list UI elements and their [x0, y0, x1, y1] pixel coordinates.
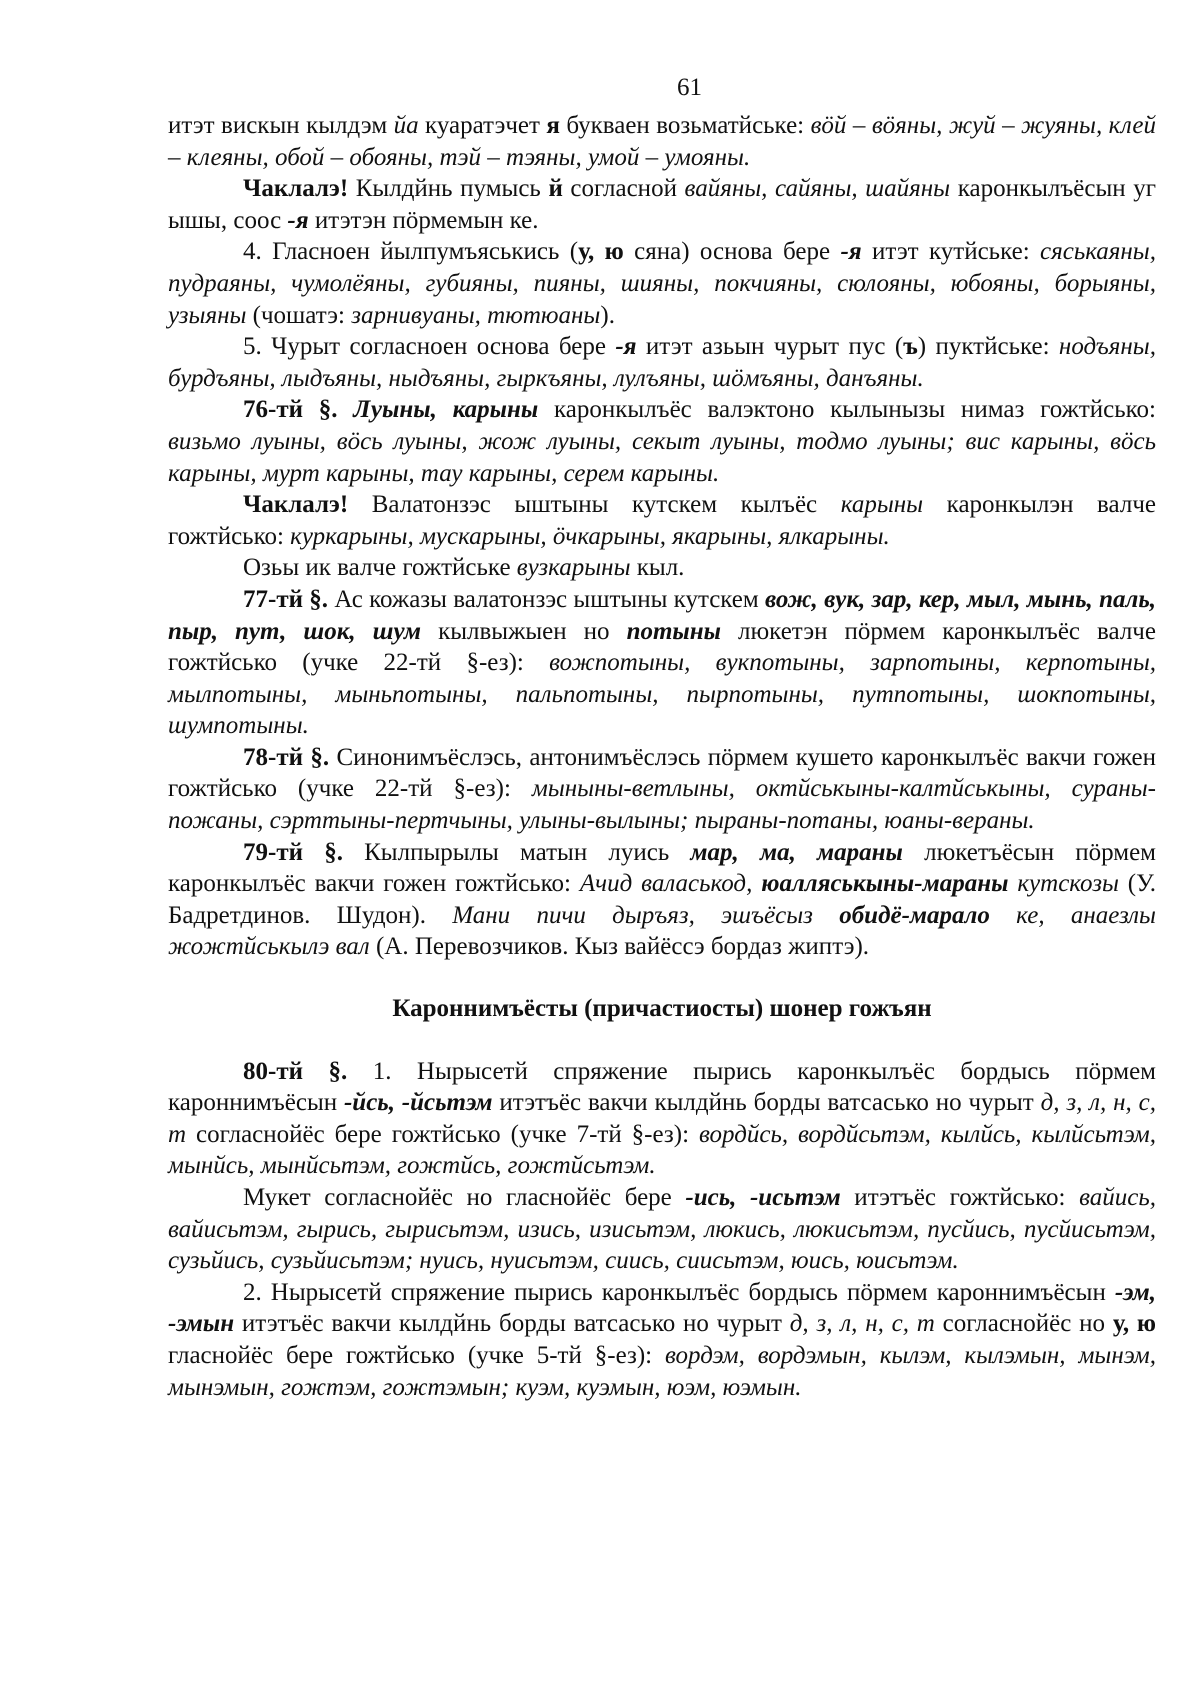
text-run: Ачид валаськод,: [579, 870, 762, 898]
text-run: у, ю: [1112, 1310, 1156, 1338]
text-run: обидё-марало: [839, 901, 990, 929]
text-run: зарнивуаны, тютюаны: [351, 301, 601, 329]
page-number: 61: [677, 74, 702, 101]
text-run: вордэм, вордэмын, кылэм, кылэмын, мынэм, мынэмын, гожтэм, гожтэмын; куэм, куэмын, юэм, юэмын.: [168, 1341, 1157, 1401]
text-run: итэт кутйське:: [861, 238, 1041, 266]
text-run: Кылпырылы матын луись: [364, 838, 691, 866]
text-run: согласнойёс бере гожтйсько (учке 7-тй §-ез):: [186, 1120, 700, 1148]
text-run: у, ю: [578, 238, 624, 266]
text-run: вайись, вайисьтэм, гырись, гырисьтэм, изись, изисьтэм, люкись, люкисьтэм, пусйись, пусйисьтэм, сузьйись, сузьйисьтэм; нуись, нуисьтэм, сиись, сиисьтэм, юись, юисьтэм.: [168, 1184, 1157, 1275]
text-run: мыныны-ветлыны, октйськыны-калтйськыны, сураны-пожаны, сэрттыны-пертчыны, улыны-вылыны; пыраны-потаны, юаны-вераны.: [168, 775, 1156, 835]
text-run: 5. Чурыт согласноен основа бере: [243, 333, 616, 361]
paragraph: [168, 489, 1156, 552]
text-run: Валатонзэс ыштыны кутскем кылъёс: [348, 491, 841, 519]
text-run: -я: [287, 206, 309, 234]
text-run: -я: [615, 333, 637, 361]
text-run: 4. Гласноен йылпумъяськись (: [243, 238, 579, 266]
text-run: ъ: [903, 333, 918, 361]
paragraph: [168, 742, 1156, 837]
text-run: вордйсь, вордйсьтэм, кылйсь, кылйсьтэм, мынйсь, мынйсьтэм, гожтйсь, гожтйсьтэм.: [168, 1120, 1157, 1180]
text-run: гласнойёс бере гожтйсько (учке 5-тй §-ез):: [168, 1341, 666, 1369]
text-run: -я: [840, 238, 862, 266]
paragraph: [168, 394, 1156, 489]
text-run: итэт азьын чурыт пус (: [636, 333, 904, 361]
text-run: 77-тй §.: [243, 585, 335, 613]
text-run: люкетъёсын пöрмем каронкылъёс вакчи гожен гожтйсько:: [168, 838, 1157, 898]
paragraph: [168, 584, 1156, 742]
text-run: Ас кожазы валатонзэс ыштыны кутскем: [334, 585, 766, 613]
text-run: д, з, л, н, с, т: [168, 1089, 1156, 1148]
text-run: согласной: [562, 175, 685, 203]
section-heading: Кароннимъёсты (причастиосты) шонер гожъян: [392, 995, 932, 1023]
text-run: визьмо луыны, вöсь луыны, жож луыны, секыт луыны, тодмо луыны; вис карыны, вöсь карыны, мурт карыны, тау карыны, серем карыны.: [168, 427, 1156, 487]
text-run: потыны: [626, 617, 721, 645]
page: [168, 70, 1156, 1403]
text-run: Чаклалэ!: [243, 491, 349, 519]
paragraph: [168, 236, 1156, 331]
text-run: Кылдйнь пумысь: [348, 175, 549, 203]
text-run: йа: [393, 112, 419, 139]
paragraph: [168, 552, 1156, 584]
text-run: вузкарыны: [516, 554, 631, 582]
text-run: й: [548, 175, 563, 203]
text-run: Чаклалэ!: [243, 175, 349, 203]
text-run: (А. Перевозчиков. Кыз вайёссэ бордаз жиптэ).: [369, 933, 870, 961]
text-run: мар, ма, мараны: [690, 838, 903, 866]
text-run: ).: [600, 301, 615, 329]
text-run: кутскозы: [1008, 870, 1119, 898]
paragraph: [168, 173, 1156, 236]
text-run: итэт вискын кылдэм: [168, 112, 394, 139]
paragraph: [168, 1056, 1156, 1182]
text-run: итэтэн пöрмемын ке.: [308, 206, 539, 234]
text-run: Озьы ик валче гожтйське: [243, 554, 517, 582]
text-run: 78-тй §.: [243, 743, 337, 771]
text-run: Луыны, карыны: [353, 396, 539, 424]
text-run: каронкылъёсын уг ышы, соос: [168, 175, 1157, 234]
text-run: итэтъёс вакчи кылдйнь борды ватсасько но чурыт: [234, 1310, 790, 1338]
paragraph: [168, 1182, 1156, 1277]
paragraph: [168, 1277, 1156, 1403]
text-run: 2. Нырысетй спряжение пырись каронкылъёс бордысь пöрмем кароннимъёсын: [243, 1278, 1115, 1306]
text-run: я: [546, 112, 560, 139]
text-run: Синонимъёслэсь, антонимъёслэсь пöрмем кушето каронкылъёс вакчи гожен гожтйсько (учке 22-тй §-ез):: [168, 743, 1156, 803]
text-run: 1. Нырысетй спряжение пырись каронкылъёс бордысь пöрмем кароннимъёсын: [168, 1057, 1156, 1117]
text-run: кыл.: [630, 554, 685, 582]
text-run: 76-тй §.: [243, 396, 354, 424]
text-run: кылвыжыен но: [421, 617, 627, 645]
text-run: сяськаяны, пудраяны, чумолёяны, губияны, пияны, шияны, покчияны, сюлояны, юбояны, борыяны, узыяны: [168, 238, 1156, 329]
text-run: куаратэчет: [418, 112, 547, 139]
text-run: итэтъёс гожтйсько:: [840, 1184, 1080, 1211]
text-run: каронкылъёс валэктоно кылынызы нимаз гожтйсько:: [538, 396, 1156, 424]
text-run: вöй – вöяны, жуй – жуяны, клей – клеяны, обой – обояны, тэй – тэяны, умой – умояны.: [168, 112, 1156, 171]
text-run: -йсь, -йсьтэм: [343, 1089, 493, 1117]
paragraph: [168, 837, 1156, 963]
text-run: нодъяны, бурдъяны, лыдъяны, ныдъяны, гыркъяны, лулъяны, шöмъяны, данъяны.: [168, 333, 1156, 392]
text-run: куркарыны, мускарыны, öчкарыны, якарыны, ялкарыны.: [290, 522, 890, 550]
text-run: (У. Бадретдинов. Шудон).: [168, 870, 1156, 929]
body-text-after-heading: [168, 1056, 1156, 1404]
text-run: люкетэн пöрмем каронкылъёс валче гожтйсько (учке 22-тй §-ез):: [168, 617, 1156, 677]
text-run: д, з, л, н, с, т: [789, 1310, 935, 1338]
text-run: итэтъёс вакчи кылдйнь борды ватсасько но чурыт: [492, 1089, 1041, 1117]
text-run: сяна) основа бере: [623, 238, 841, 266]
text-run: 79-тй §.: [243, 838, 365, 866]
text-run: юалляськыны-мараны: [761, 870, 1009, 898]
text-run: 80-тй §.: [243, 1057, 373, 1085]
text-run: вожпотыны, вукпотыны, зарпотыны, керпотыны, мылпотыны, мыньпотыны, пальпотыны, пырпотыны, путпотыны, шокпотыны, шумпотыны.: [168, 649, 1156, 740]
text-run: букваен возьматйське:: [559, 112, 811, 139]
text-run: Мани пичи дыръяз, эшъёсыз: [452, 901, 840, 929]
text-run: вож, вук, зар, кер, мыл, мынь, паль, пыр, пут, шок, шум: [168, 585, 1156, 645]
paragraph: [168, 110, 1156, 173]
text-run: каронкылэн валче гожтйсько:: [168, 491, 1156, 550]
text-run: согласнойёс но: [934, 1310, 1113, 1338]
text-run: карыны: [840, 491, 924, 519]
body-text-before-heading: [168, 110, 1156, 963]
paragraph: [168, 331, 1156, 394]
text-run: ) пуктйське:: [917, 333, 1059, 361]
text-run: -эм, -эмын: [168, 1278, 1156, 1338]
text-run: Мукет согласнойёс но гласнойёс бере: [243, 1184, 686, 1211]
text-run: -ись, -исьтэм: [685, 1184, 841, 1211]
text-run: (чошатэ:: [246, 301, 352, 329]
text-run: вайяны, сайяны, шайяны: [684, 175, 951, 203]
text-run: ке, анаезлы жожтйськылэ вал: [168, 901, 1156, 961]
